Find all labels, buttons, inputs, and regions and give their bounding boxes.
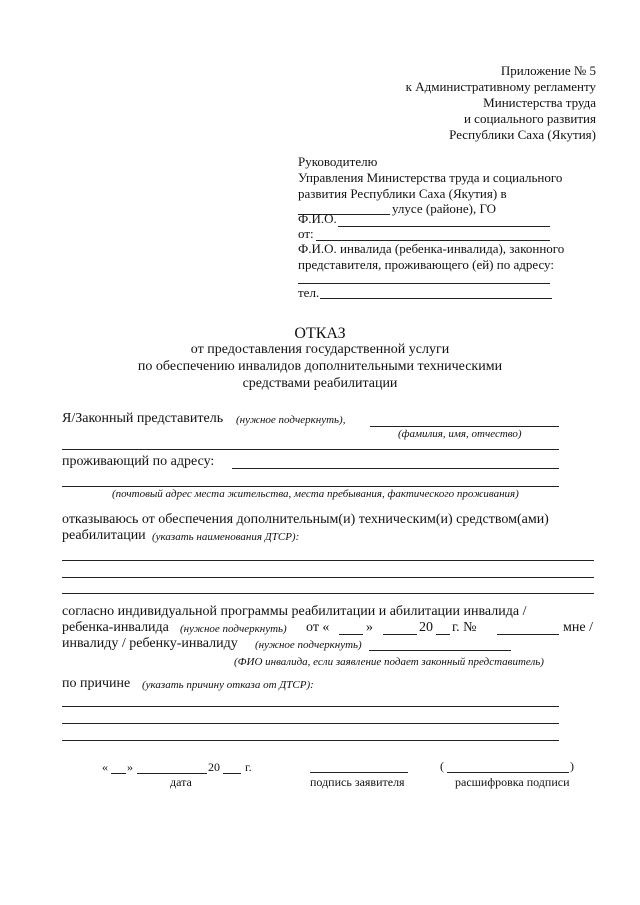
ipr-day-blank xyxy=(339,634,363,635)
date-open: « xyxy=(102,760,108,774)
date-caption: дата xyxy=(170,775,192,789)
addressee-line-4: улусе (районе), ГО xyxy=(392,201,497,216)
ipr-year-blank xyxy=(436,634,450,635)
addressee-line-3: развития Республики Саха (Якутия) в xyxy=(298,186,507,201)
fio-label: Ф.И.О. xyxy=(298,211,337,226)
tsr-blank-3 xyxy=(62,593,594,594)
ipr-fio-blank xyxy=(369,650,511,651)
tsr-blank-2 xyxy=(62,577,594,578)
ipr-line-3-note: (нужное подчеркнуть) xyxy=(255,639,362,651)
title-line-1: от предоставления государственной услуги xyxy=(190,342,450,357)
ipr-month-blank xyxy=(383,634,417,635)
title-line-2: по обеспечению инвалидов дополнительными техническими xyxy=(137,359,503,374)
fio-blank xyxy=(338,226,550,227)
addressee-line-1: Руководителю xyxy=(298,154,378,169)
date-g: г. xyxy=(245,760,252,774)
rep-note: (нужное подчеркнуть), xyxy=(236,414,346,426)
date-year-blank xyxy=(223,773,241,774)
rep-prefix: Я/Законный представитель xyxy=(62,411,224,426)
ipr-line-2-note: (нужное подчеркнуть) xyxy=(180,623,287,635)
date-close: » xyxy=(127,760,133,774)
refuse-line-2: реабилитации xyxy=(62,528,146,543)
reason-label: по причине xyxy=(62,676,131,691)
tsr-blank-1 xyxy=(62,560,594,561)
date-year: 20 xyxy=(208,760,220,774)
ipr-line-2c: » xyxy=(366,620,373,635)
rep-name-blank xyxy=(370,426,559,427)
addressee-line-8: представителя, проживающего (ей) по адресу: xyxy=(298,257,554,272)
address-line-blank xyxy=(232,468,559,469)
ipr-line-2d: 20 xyxy=(419,620,433,635)
reason-blank-1 xyxy=(62,706,559,707)
ipr-line-3a: инвалиду / ребенку-инвалиду xyxy=(62,636,238,651)
address-blank xyxy=(298,283,550,284)
paren-open: ( xyxy=(440,759,444,773)
sign-caption: подпись заявителя xyxy=(310,775,405,789)
reason-blank-2 xyxy=(62,723,559,724)
rep-extra-blank xyxy=(62,449,559,450)
reason-note: (указать причину отказа от ДТСР): xyxy=(142,679,314,691)
address-label: проживающий по адресу: xyxy=(62,454,215,469)
reason-blank-3 xyxy=(62,740,559,741)
refuse-line-1: отказываюсь от обеспечения дополнительным(и) техническим(и) средством(ами) xyxy=(62,512,549,527)
document-title: ОТКАЗ xyxy=(294,325,346,342)
address-line-blank-2 xyxy=(62,486,559,487)
ipr-line-2b: от « xyxy=(306,620,330,635)
ipr-line-2e: г. № xyxy=(452,620,477,635)
signature-blank xyxy=(310,772,408,773)
rep-caption: (фамилия, имя, отчество) xyxy=(398,428,522,440)
from-label: от: xyxy=(298,226,314,241)
ipr-line-2f: мне / xyxy=(563,620,593,635)
tel-label: тел. xyxy=(298,285,320,300)
addressee-line-2: Управления Министерства труда и социального xyxy=(298,170,563,185)
ipr-line-2a: ребенка-инвалида xyxy=(62,620,169,635)
appendix-line-2: к Административному регламенту xyxy=(405,79,596,94)
date-month-blank xyxy=(137,773,207,774)
appendix-line-5: Республики Саха (Якутия) xyxy=(449,127,596,142)
address-caption: (почтовый адрес места жительства, места пребывания, фактического проживания) xyxy=(112,488,519,500)
decode-blank xyxy=(447,772,569,773)
tel-blank xyxy=(320,298,552,299)
paren-close: ) xyxy=(570,759,574,773)
ipr-caption: (ФИО инвалида, если заявление подает законный представитель) xyxy=(234,656,544,668)
title-line-3: средствами реабилитации xyxy=(242,376,398,391)
ipr-line-1: согласно индивидуальной программы реабилитации и абилитации инвалида / xyxy=(62,604,527,619)
appendix-line-1: Приложение № 5 xyxy=(500,63,596,78)
ipr-number-blank xyxy=(497,634,559,635)
date-day-blank xyxy=(111,773,126,774)
refuse-note: (указать наименования ДТСР): xyxy=(152,531,300,543)
addressee-line-7: Ф.И.О. инвалида (ребенка-инвалида), законного xyxy=(298,241,565,256)
appendix-line-4: и социального развития xyxy=(463,111,596,126)
appendix-line-3: Министерства труда xyxy=(483,95,596,110)
decode-caption: расшифровка подписи xyxy=(455,775,570,789)
